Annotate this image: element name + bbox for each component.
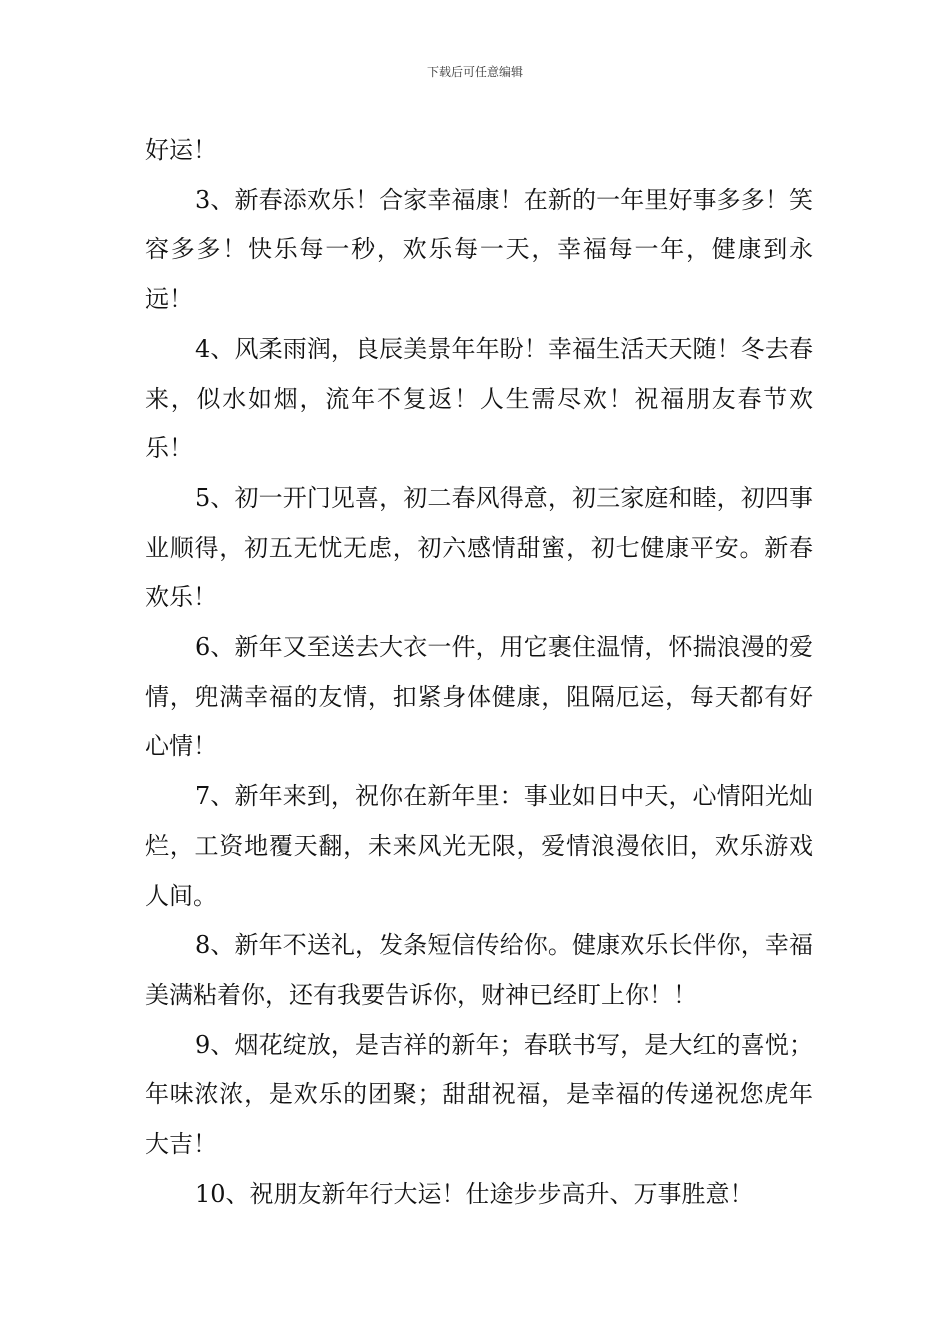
paragraph-item-8: 8、新年不送礼，发条短信传给你。健康欢乐长伴你，幸福美满粘着你，还有我要告诉你，财神已经盯上你！！	[145, 931, 813, 1009]
paragraph-item-3: 3、新春添欢乐！合家幸福康！在新的一年里好事多多！笑容多多！快乐每一秒，欢乐每一天，幸福每一年，健康到永远！	[145, 185, 813, 314]
paragraph-item-10: 10、祝朋友新年行大运！仕途步步高升、万事胜意！	[195, 1179, 754, 1208]
paragraph-item-5: 5、初一开门见喜，初二春风得意，初三家庭和睦，初四事业顺得，初五无忧无虑，初六感情甜蜜，初七健康平安。新春欢乐！	[145, 483, 813, 612]
document-body	[145, 126, 813, 1219]
paragraph-item-7: 7、新年来到，祝你在新年里：事业如日中天，心情阳光灿烂，工资地覆天翻，未来风光无限，爱情浪漫依旧，欢乐游戏人间。	[145, 782, 813, 910]
paragraph-continuation: 好运！	[145, 136, 217, 164]
paragraph-item-4: 4、风柔雨润，良辰美景年年盼！幸福生活天天随！冬去春来，似水如烟，流年不复返！人生需尽欢！祝福朋友春节欢乐！	[145, 334, 813, 463]
paragraph-item-6: 6、新年又至送去大衣一件，用它裹住温情，怀揣浪漫的爱情，兜满幸福的友情，扣紧身体健康，阻隔厄运，每天都有好心情！	[145, 633, 813, 761]
page-header: 下载后可任意编辑	[426, 65, 523, 79]
paragraph-item-9: 9、烟花绽放，是吉祥的新年；春联书写，是大红的喜悦；年味浓浓，是欢乐的团聚；甜甜祝福，是幸福的传递祝您虎年大吉！	[145, 1030, 813, 1159]
